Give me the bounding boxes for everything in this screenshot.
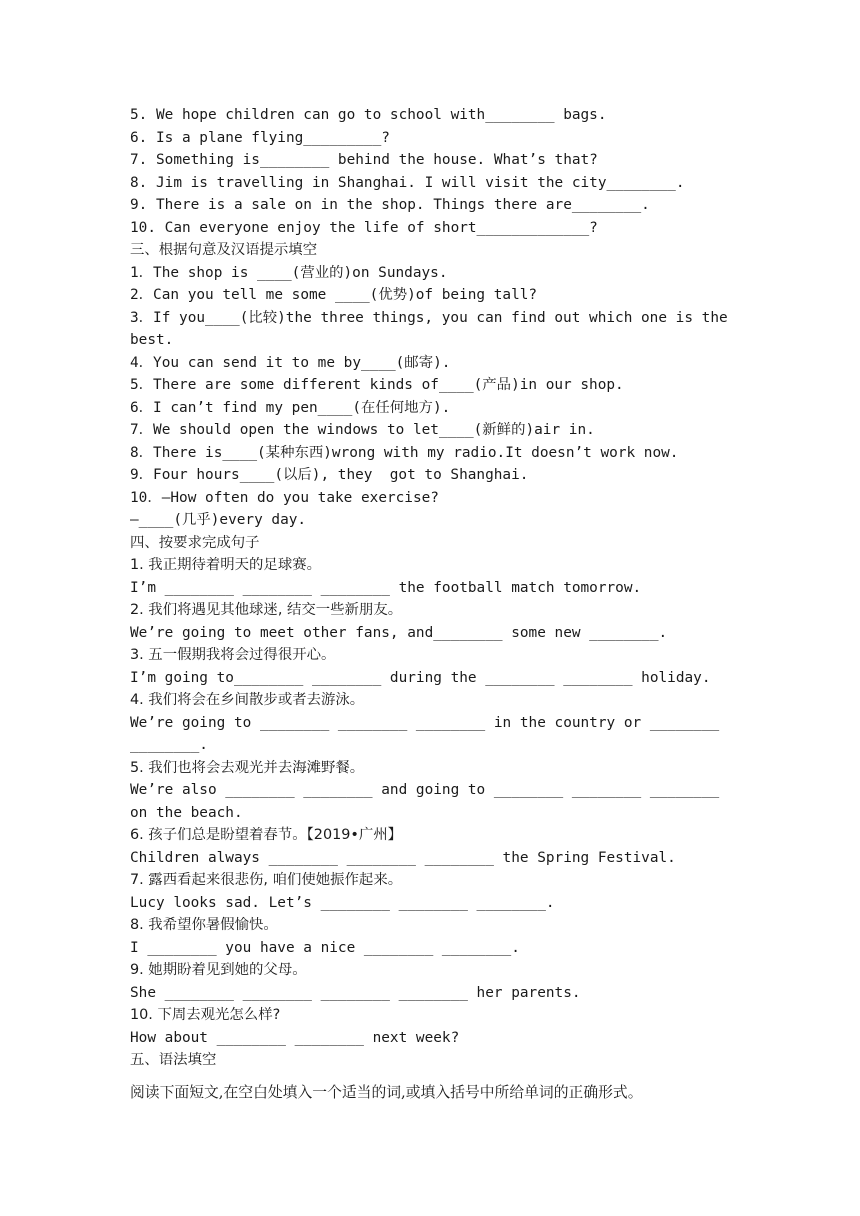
exercise-item: 6．I can’t find my pen____(在任何地方). (130, 399, 451, 416)
exercise-item: 1．The shop is ____(营业的)on Sundays. (130, 264, 448, 281)
exercise-item: 5．There are some different kinds of____(产品)in our shop. (130, 377, 624, 393)
sentence-line: 7. Something is________ behind the house. What’s that? (130, 152, 598, 168)
chinese-prompt: 6. 孩子们总是盼望着春节。【2019•广州】 (130, 827, 403, 843)
english-sentence: We’re going to meet other fans, and________ some new ________. (130, 624, 668, 641)
chinese-prompt: 8. 我希望你暑假愉快。 (130, 917, 278, 933)
section-2-tail (130, 104, 735, 239)
sentence-line: 8. Jim is travelling in Shanghai. I will visit the city________. (130, 174, 685, 191)
sentence-line: 10. Can everyone enjoy the life of short_____________? (130, 219, 598, 236)
english-sentence: We’re also ________ ________ and going to ________ ________ ________ on the beach. (130, 782, 728, 821)
chinese-prompt: 4. 我们将会在乡间散步或者去游泳。 (130, 692, 365, 708)
english-sentence: I’m going to________ ________ during the ________ ________ holiday. (130, 669, 711, 686)
section-3 (130, 239, 735, 532)
exercise-item: 8．There is____(某种东西)wrong with my radio.It doesn’t work now. (130, 444, 679, 461)
sentence-line: 9. There is a sale on in the shop. Things there are________. (130, 197, 650, 213)
exercise-item: 4．You can send it to me by____(邮寄). (130, 354, 451, 371)
english-sentence: I ________ you have a nice ________ ________. (130, 939, 520, 956)
english-sentence: I’m ________ ________ ________ the football match tomorrow. (130, 579, 642, 596)
chinese-prompt: 10. 下周去观光怎么样? (130, 1007, 281, 1023)
english-sentence: How about ________ ________ next week? (130, 1029, 460, 1046)
english-sentence: She ________ ________ ________ ________ her parents. (130, 984, 581, 1001)
instruction-text: 阅读下面短文,在空白处填入一个适当的词,或填入括号中所给单词的正确形式。 (130, 1083, 643, 1101)
section-heading: 五、语法填空 (130, 1052, 217, 1068)
english-sentence: Children always ________ ________ ________ the Spring Festival. (130, 849, 676, 866)
sentence-line: 6. Is a plane flying_________? (130, 129, 390, 146)
chinese-prompt: 9. 她期盼着见到她的父母。 (130, 962, 307, 978)
section-5 (130, 1049, 735, 1104)
english-sentence: Lucy looks sad. Let’s ________ ________ ________. (130, 894, 555, 911)
chinese-prompt: 1. 我正期待着明天的足球赛。 (130, 557, 321, 573)
chinese-prompt: 7. 露西看起来很悲伤, 咱们使她振作起来。 (130, 872, 403, 888)
exercise-item: 10．—How often do you take exercise? (130, 489, 439, 506)
section-4 (130, 532, 735, 1050)
section-heading: 三、根据句意及汉语提示填空 (130, 242, 318, 258)
exercise-item: 2．Can you tell me some ____(优势)of being tall? (130, 287, 538, 303)
section-heading: 四、按要求完成句子 (130, 534, 260, 551)
chinese-prompt: 3. 五一假期我将会过得很开心。 (130, 647, 336, 663)
chinese-prompt: 2. 我们将遇见其他球迷, 结交一些新朋友。 (130, 602, 403, 618)
worksheet-page (130, 104, 735, 1104)
english-sentence: We’re going to ________ ________ ________ in the country or ________ ________. (130, 714, 728, 753)
exercise-item: 7．We should open the windows to let____(新鲜的)air in. (130, 422, 595, 438)
exercise-item: 9．Four hours____(以后), they got to Shanghai. (130, 467, 529, 483)
exercise-item: 3．If you____(比较)the three things, you can find out which one is the best. (130, 309, 737, 348)
sentence-line: 5. We hope children can go to school with________ bags. (130, 107, 607, 123)
chinese-prompt: 5. 我们也将会去观光并去海滩野餐。 (130, 759, 365, 776)
exercise-item: —____(几乎)every day. (130, 512, 307, 528)
